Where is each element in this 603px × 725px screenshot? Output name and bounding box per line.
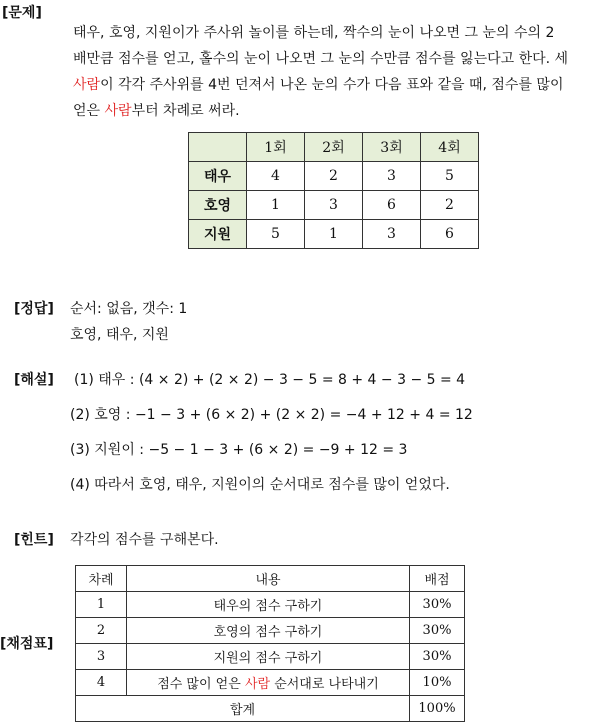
header-round-1: 1회 [247,133,305,162]
table-cell: 3 [363,220,421,249]
grading-points: 10% [410,670,465,696]
table-cell: 5 [421,162,479,191]
grading-header-points: 배점 [410,566,465,592]
answer-line-2: 호영, 태우, 지원 [70,327,169,343]
grading-header-order: 차례 [76,566,127,592]
table-row [76,670,465,696]
row-name-hoyoung: 호영 [189,191,247,220]
grading-order: 3 [76,644,127,670]
table-cell: 3 [363,162,421,191]
explanation-line-2: (2) 호영 : −1 − 3 + (6 × 2) + (2 × 2) = −4 + 12 + 4 = 12 [70,407,473,423]
problem-label: [문제] [2,5,42,21]
table-row [189,162,479,191]
grading-header-content: 내용 [127,566,410,592]
grading-order: 2 [76,618,127,644]
grading-label: [채점표] [0,636,54,652]
grading-content [127,670,410,696]
grading-header-row [76,566,465,592]
row-name-taeu: 태우 [189,162,247,191]
grading-total-points: 100% [410,696,465,722]
grading-total-label: 합계 [76,696,410,722]
table-cell: 6 [363,191,421,220]
highlight-person: 사람 [244,677,271,692]
grading-order: 1 [76,592,127,618]
hint-text: 각각의 점수를 구해본다. [70,532,219,548]
header-round-4: 4회 [421,133,479,162]
header-round-2: 2회 [305,133,363,162]
table-row [76,592,465,618]
problem-line-4-post: 부터 차례로 써라. [131,103,240,119]
explanation-line-1: (1) 태우 : (4 × 2) + (2 × 2) − 3 − 5 = 8 + 4 − 3 − 5 = 4 [74,372,466,388]
header-round-3: 3회 [363,133,421,162]
row-name-jiwon: 지원 [189,220,247,249]
explanation-line-3: (3) 지원이 : −5 − 1 − 3 + (6 × 2) = −9 + 12 = 3 [70,442,408,458]
problem-line-4 [73,100,240,120]
grading-content-post: 순서대로 나타내기 [270,677,379,692]
table-cell: 4 [247,162,305,191]
explanation-label: [해설] [14,372,54,388]
grading-content-pre: 점수 많이 얻은 [157,677,245,692]
table-cell: 2 [305,162,363,191]
explanation-line-4: (4) 따라서 호영, 태우, 지원이의 순서대로 점수를 많이 얻었다. [70,477,450,493]
problem-line-4-pre: 얻은 [73,103,105,119]
problem-line-3 [73,74,563,94]
grading-points: 30% [410,618,465,644]
table-row [76,618,465,644]
grading-order: 4 [76,670,127,696]
table-row [189,191,479,220]
grading-total-row [76,696,465,722]
grading-content: 태우의 점수 구하기 [127,592,410,618]
dice-score-table [188,132,479,249]
highlight-person: 사람 [73,77,101,93]
grading-points: 30% [410,592,465,618]
problem-line-2: 배만큼 점수를 얻고, 홀수의 눈이 나오면 그 눈의 수만큼 점수를 잃는다고 한다. 세 [73,51,569,67]
answer-line-1: 순서: 없음, 갯수: 1 [70,301,188,317]
table-row [189,220,479,249]
answer-label: [정답] [14,301,54,317]
table-cell: 1 [305,220,363,249]
table-row [76,644,465,670]
problem-line-3-text: 이 각각 주사위를 4번 던져서 나온 눈의 수가 다음 표와 같을 때, 점수를 많이 [100,77,564,93]
hint-label: [힌트] [14,532,54,548]
table-cell: 3 [305,191,363,220]
grading-content: 호영의 점수 구하기 [127,618,410,644]
grading-points: 30% [410,644,465,670]
grading-content: 지원의 점수 구하기 [127,644,410,670]
table-cell: 6 [421,220,479,249]
highlight-person: 사람 [104,103,132,119]
grading-table [75,565,465,722]
table-cell: 1 [247,191,305,220]
table-corner-cell [189,133,247,162]
table-header-row [189,133,479,162]
problem-line-1: 태우, 호영, 지원이가 주사위 놀이를 하는데, 짝수의 눈이 나오면 그 눈의 수의 2 [73,25,555,41]
table-cell: 2 [421,191,479,220]
table-cell: 5 [247,220,305,249]
